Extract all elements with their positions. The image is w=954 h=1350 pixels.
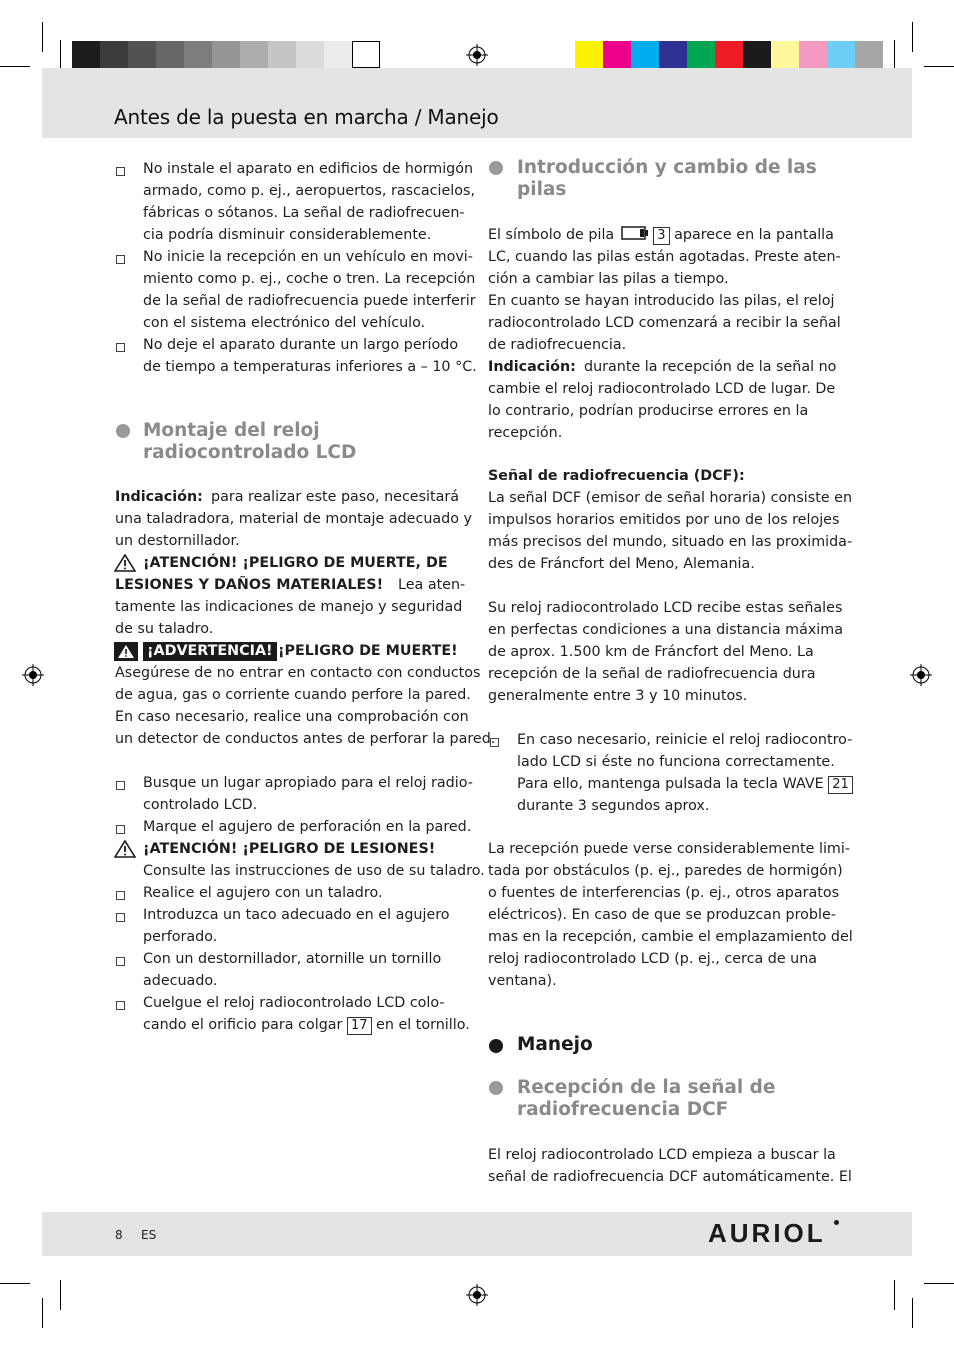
text-line: No instale el aparato en edificios de hormigón: [143, 161, 474, 177]
gray-swatch: [296, 41, 324, 68]
text-line: No deje el aparato durante un largo período: [143, 337, 459, 353]
text-line: fábricas o sótanos. La señal de radiofrecuen-: [143, 205, 465, 221]
crop-mark: [0, 66, 30, 67]
text-line: generalmente entre 3 y 10 minutos.: [488, 688, 748, 704]
text-line: más precisos del mundo, situado en las proximida-: [488, 534, 853, 550]
text-line: de su taladro.: [115, 621, 214, 637]
part-number-ref: 17: [347, 1017, 372, 1035]
process-swatch: [715, 41, 743, 68]
text-line: Con un destornillador, atornille un tornillo: [143, 951, 442, 967]
gray-swatch: [156, 41, 184, 68]
warning-triangle-icon: [114, 840, 136, 858]
checkbox-bullet-icon: [116, 913, 125, 922]
text-line: durante 3 segundos aprox.: [517, 798, 710, 814]
text-line: en perfectas condiciones a una distancia máxima: [488, 622, 843, 638]
process-swatch: [631, 41, 659, 68]
text-line: No inicie la recepción en un vehículo en movi-: [143, 249, 473, 265]
text-line: lado LCD si éste no funciona correctamente.: [517, 754, 835, 770]
process-swatch: [659, 41, 687, 68]
warning-heading: ¡ATENCIÓN! ¡PELIGRO DE LESIONES!: [143, 841, 436, 857]
note-label: Indicación:: [115, 489, 203, 505]
text-line: para realizar este paso, necesitará: [211, 489, 460, 505]
text-line: tada por obstáculos (p. ej., paredes de hormigón): [488, 863, 843, 879]
registration-mark-icon: [910, 664, 932, 686]
text-line: ción a cambiar las pilas a tiempo.: [488, 271, 729, 287]
text-line: durante la recepción de la señal no: [584, 359, 837, 375]
text-line: cambie el reloj radiocontrolado LCD de lugar. De: [488, 381, 836, 397]
section-bullet-icon: [489, 1081, 503, 1095]
text-line: un detector de conductos antes de perforar la pared.: [115, 731, 496, 747]
warning-triangle-icon: [114, 554, 136, 572]
warning-heading: ¡PELIGRO DE MUERTE!: [278, 643, 458, 659]
section-bullet-icon: [489, 1039, 503, 1053]
process-swatch: [687, 41, 715, 68]
text-line: un destornillador.: [115, 533, 240, 549]
text-line: recepción.: [488, 425, 563, 441]
checkbox-bullet-icon: [116, 891, 125, 900]
process-swatch: [855, 41, 883, 68]
text-line: La señal DCF (emisor de señal horaria) consiste en: [488, 490, 853, 506]
text-span: cando el orificio para colgar: [143, 1017, 343, 1033]
text-line: una taladradora, material de montaje adecuado y: [115, 511, 472, 527]
text-line: de radiofrecuencia.: [488, 337, 627, 353]
checkbox-bullet-icon: [116, 957, 125, 966]
checkbox-bullet-icon: [116, 343, 125, 352]
crop-mark: [912, 22, 913, 52]
text-line: tamente las indicaciones de manejo y seguridad: [115, 599, 463, 615]
text-line: El reloj radiocontrolado LCD empieza a buscar la: [488, 1147, 836, 1163]
language-code: ES: [141, 1228, 157, 1242]
registration-mark-icon: [22, 664, 44, 686]
text-line: o fuentes de interferencias (p. ej., otros aparatos: [488, 885, 840, 901]
text-line: ventana).: [488, 973, 557, 989]
text-line: des de Fráncfort del Meno, Alemania.: [488, 556, 755, 572]
text-line: Lea aten-: [398, 577, 466, 593]
page-title: Antes de la puesta en marcha / Manejo: [114, 105, 499, 129]
text-line: controlado LCD.: [143, 797, 258, 813]
checkbox-bullet-icon: [116, 255, 125, 264]
auriol-logo: AURIOL: [708, 1218, 826, 1248]
gray-swatch: [268, 41, 296, 68]
warning-filled-icon: [114, 642, 138, 661]
section-bullet-icon: [116, 424, 130, 438]
registration-mark-icon: [466, 1284, 488, 1306]
crop-mark: [42, 1298, 43, 1328]
text-line: armado, como p. ej., aeropuertos, rascacielos,: [143, 183, 475, 199]
gray-swatch: [184, 41, 212, 68]
checkbox-bullet-icon: [116, 825, 125, 834]
text-line: Consulte las instrucciones de uso de su taladro.: [143, 863, 485, 879]
part-number-ref: 3: [653, 227, 669, 245]
text-line: impulsos horarios emitidos por uno de los relojes: [488, 512, 840, 528]
warning-heading: LESIONES Y DAÑOS MATERIALES!: [115, 577, 384, 593]
text-line: cia podría disminuir considerablemente.: [143, 227, 432, 243]
text-line: En caso necesario, realice una comprobación con: [115, 709, 469, 725]
process-swatch: [827, 41, 855, 68]
gray-swatch: [128, 41, 156, 68]
text-line: [143, 1014, 470, 1036]
text-line: [517, 773, 853, 795]
section-bullet-icon: [489, 161, 503, 175]
section-heading: Montaje del reloj: [143, 420, 320, 441]
text-line: Cuelgue el reloj radiocontrolado LCD colo-: [143, 995, 445, 1011]
advertencia-label: ¡ADVERTENCIA!: [143, 642, 277, 661]
checkbox-bullet-icon: [116, 1001, 125, 1010]
text-line: señal de radiofrecuencia DCF automáticamente. El: [488, 1169, 852, 1185]
section-heading: Recepción de la señal de: [517, 1077, 776, 1098]
section-heading: radiocontrolado LCD: [143, 442, 357, 463]
text-line: de aprox. 1.500 km de Fráncfort del Meno. La: [488, 644, 814, 660]
text-line: Asegúrese de no entrar en contacto con conductos: [115, 665, 481, 681]
text-line: En caso necesario, reinicie el reloj radiocontro-: [517, 732, 853, 748]
process-swatch: [799, 41, 827, 68]
text-line: adecuado.: [143, 973, 218, 989]
checkbox-bullet-icon: [116, 781, 125, 790]
text-line: mas en la recepción, cambie el emplazamiento del: [488, 929, 853, 945]
crop-mark: [894, 40, 895, 70]
gray-swatch: [72, 41, 100, 68]
text-line: La recepción puede verse considerablemente limi-: [488, 841, 850, 857]
text-line: Introduzca un taco adecuado en el agujero: [143, 907, 450, 923]
part-number-ref: 21: [828, 776, 853, 794]
text-line: lo contrario, podrían producirse errores en la: [488, 403, 809, 419]
crop-mark: [924, 1283, 954, 1284]
text-line: recepción de la señal de radiofrecuencia dura: [488, 666, 816, 682]
text-line: de la señal de radiofrecuencia puede interferir: [143, 293, 476, 309]
checkbox-bullet-icon: [116, 167, 125, 176]
note-label: Indicación:: [488, 359, 576, 375]
text-span: Para ello, mantenga pulsada la tecla WAVE: [517, 776, 824, 792]
text-line: LC, cuando las pilas están agotadas. Preste aten-: [488, 249, 841, 265]
gray-swatch: [212, 41, 240, 68]
process-swatch: [575, 41, 603, 68]
section-heading: radiofrecuencia DCF: [517, 1099, 729, 1120]
section-heading: Manejo: [517, 1034, 593, 1055]
registration-mark-icon: [466, 44, 488, 66]
text-span: aparece en la pantalla: [674, 227, 834, 243]
page-number: 8: [115, 1228, 123, 1242]
crop-mark: [924, 66, 954, 67]
checkbox-bullet-icon: [490, 738, 499, 747]
text-line: perforado.: [143, 929, 218, 945]
process-swatch: [743, 41, 771, 68]
text-line: de agua, gas o corriente cuando perfore la pared.: [115, 687, 471, 703]
text-span: El símbolo de pila: [488, 227, 615, 243]
section-heading: Introducción y cambio de las: [517, 157, 817, 178]
advertencia-badge: [143, 640, 277, 662]
text-line: Realice el agujero con un taladro.: [143, 885, 383, 901]
text-line: [488, 224, 834, 246]
gray-swatch: [100, 41, 128, 68]
text-line: Busque un lugar apropiado para el reloj radio-: [143, 775, 473, 791]
crop-mark: [894, 1280, 895, 1310]
text-span: en el tornillo.: [376, 1017, 470, 1033]
text-line: Marque el agujero de perforación en la pared.: [143, 819, 472, 835]
text-line: de tiempo a temperaturas inferiores a – 10 °C.: [143, 359, 477, 375]
section-heading: pilas: [517, 179, 567, 200]
text-line: con el sistema electrónico del vehículo.: [143, 315, 426, 331]
gray-swatch: [324, 41, 352, 68]
crop-mark: [42, 22, 43, 52]
text-line: Su reloj radiocontrolado LCD recibe estas señales: [488, 600, 843, 616]
crop-mark: [60, 1280, 61, 1310]
text-line: miento como p. ej., coche o tren. La recepción: [143, 271, 476, 287]
crop-mark: [912, 1298, 913, 1328]
crop-mark: [60, 40, 61, 70]
text-line: reloj radiocontrolado LCD (p. ej., cerca de una: [488, 951, 818, 967]
process-swatch: [603, 41, 631, 68]
subheading: Señal de radiofrecuencia (DCF):: [488, 468, 745, 484]
registered-mark-icon: [834, 1220, 839, 1225]
process-swatch: [771, 41, 799, 68]
text-line: En cuanto se hayan introducido las pilas, el reloj: [488, 293, 835, 309]
text-line: radiocontrolado LCD comenzará a recibir la señal: [488, 315, 841, 331]
text-line: eléctricos). En caso de que se produzcan proble-: [488, 907, 836, 923]
warning-heading: ¡ATENCIÓN! ¡PELIGRO DE MUERTE, DE: [143, 555, 448, 571]
battery-icon: [621, 226, 649, 240]
crop-mark: [0, 1283, 30, 1284]
gray-swatch: [352, 41, 380, 68]
gray-swatch: [240, 41, 268, 68]
